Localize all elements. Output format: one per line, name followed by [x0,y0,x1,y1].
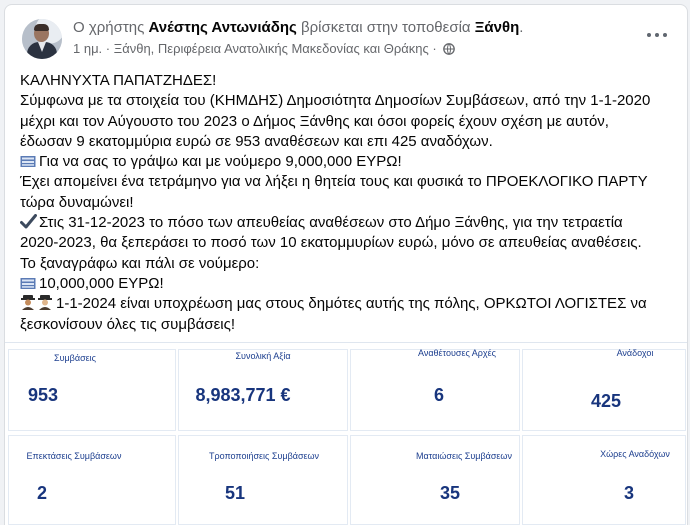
stat-value-cancellations: 35 [439,483,461,503]
stat-label-authorities: Αναθέτουσες Αρχές [417,348,497,358]
post-line: Το ξαναγράφω και πάλι σε νούμερο: [20,254,260,272]
stat-value-countries: 3 [623,483,635,503]
stat-value-authorities: 6 [433,385,445,405]
stat-card [522,349,686,431]
stat-label-extensions: Επεκτάσεις Συμβάσεων [26,451,122,461]
post-line-text: 1-1-2024 είναι υποχρέωση μας στους δημότες αυτής της πόλης, ΟΡΚΩΤΟΙ ΛΟΓΙΣΤΕΣ να [56,295,647,313]
more-options-icon[interactable] [645,27,669,43]
post-header-title [73,19,523,36]
stat-value-contracts: 953 [27,385,59,405]
post-line-money [20,152,680,172]
post-line-text: Στις 31-12-2023 το πόσο των απευθείας αναθέσεων στο Δήμο Ξάνθης, για την τετραετία [39,214,623,232]
author-name-link[interactable]: Ανέστης Αντωνιάδης [148,19,297,36]
post-line-check [20,213,680,233]
detective-icon [20,294,54,310]
stat-value-total-value: 8,983,771 € [195,385,291,405]
post-line: τώρα δυναμώνει! [20,193,134,211]
banknotes-icon [20,154,37,168]
author-avatar[interactable] [22,19,62,59]
post-line: ξεσκονίσουν όλες τις συμβάσεις! [20,315,235,333]
stat-card [178,435,348,525]
stat-label-modifications: Τροποποιήσεις Συμβάσεων [208,451,320,461]
stat-card [350,435,520,525]
stat-label-contractors: Ανάδοχοι [616,348,654,358]
location-link[interactable]: Ξάνθη, Περιφέρεια Ανατολικής Μακεδονίας και Θράκης [113,41,429,56]
banknotes-icon [20,276,37,290]
post-card [4,4,688,525]
post-line: ΚΑΛΗΝΥΧΤΑ ΠΑΠΑΤΖΗΔΕΣ! [20,72,217,89]
contracts-stats-image[interactable] [5,342,687,525]
stat-value-contractors: 425 [590,391,622,411]
post-time-link[interactable]: 1 ημ. [73,41,103,56]
post-line-detective [20,294,680,314]
post-meta: 1 ημ. · Ξάνθη, Περιφέρεια Ανατολικής Μακεδονίας και Θράκης · [73,41,455,56]
post-line: 2020-2023, θα ξεπεράσει το ποσό των 10 εκατομμυρίων ευρώ, μόνο σε απευθείας αναθέσεις. [20,234,642,252]
post-line: μέχρι και τον Αύγουστο του 2023 ο Δήμος Ξάνθης και όσοι φορείς έχουν σχέση με αυτόν, [20,112,609,130]
stat-label-countries: Χώρες Αναδόχων [600,449,670,459]
stat-value-modifications: 51 [224,483,246,503]
stat-label-total-value: Συνολική Αξία [235,351,291,361]
stat-label-contracts: Συμβάσεις [54,353,96,363]
stat-card [8,435,176,525]
post-line-text: 10,000,000 ΕΥΡΩ! [39,274,164,292]
header-middle: βρίσκεται στην τοποθεσία [296,19,475,36]
post-line: Σύμφωνα με τα στοιχεία του (ΚΗΜΔΗΣ) Δημοσιότητα Δημοσίων Συμβάσεων, από την 1-1-2020 [20,92,651,110]
post-line-money [20,274,680,294]
header-prefix: Ο χρήστης [73,19,149,36]
header-suffix: . [519,19,524,36]
globe-icon [443,43,455,55]
post-text [20,71,680,335]
stat-value-extensions: 2 [36,483,48,503]
post-line: Έχει απομείνει ένα τετράμηνο για να λήξει η θητεία τους και φυσικά το ΠΡΟΕΚΛΟΓΙΚΟ ΠΑΡΤΥ [20,173,648,191]
check-mark-icon [20,214,37,229]
place-link[interactable]: Ξάνθη [474,19,520,36]
post-line-text: Για να σας το γράψω και με νούμερο 9,000,000 ΕΥΡΩ! [39,153,402,171]
post-line: έδωσαν 9 εκατομμύρια ευρώ σε 953 αναθέσεων και επι 425 αναδόχων. [20,132,493,150]
stat-label-cancellations: Ματαιώσεις Συμβάσεων [416,451,512,461]
